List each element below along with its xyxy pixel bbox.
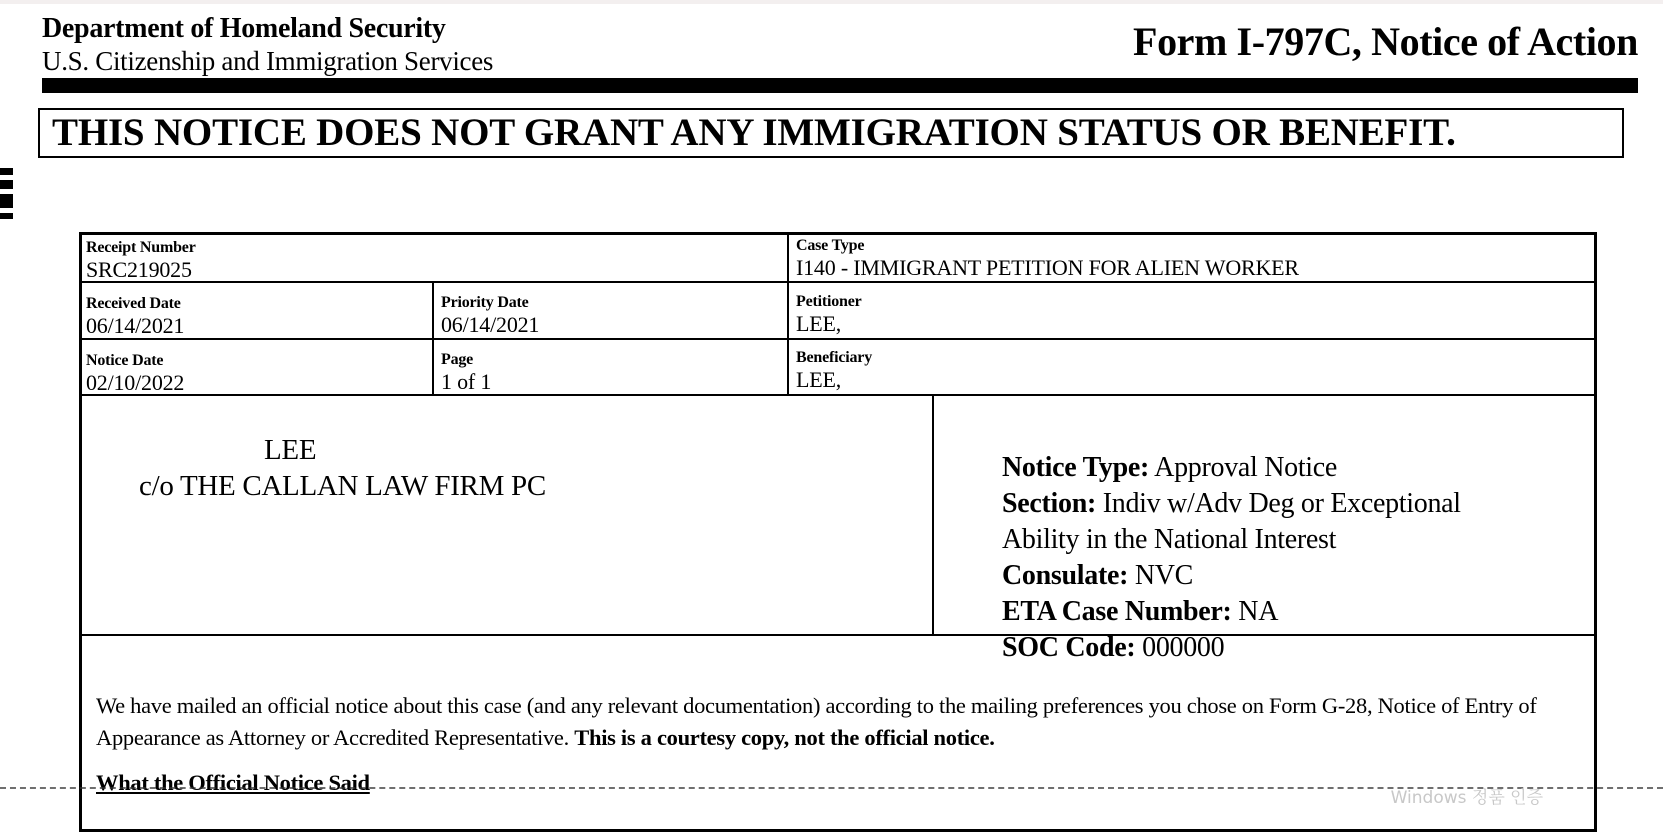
mailed-notice-paragraph: [96, 690, 1576, 754]
scan-margin-mark: [0, 168, 15, 224]
priority-date-field: [441, 294, 539, 338]
page-field: [441, 351, 491, 395]
eta-row: [1002, 594, 1461, 630]
header-rule: [42, 78, 1638, 93]
grid-divider: [82, 394, 1594, 396]
beneficiary-label: Beneficiary: [796, 349, 872, 366]
page-value: 1 of 1: [441, 369, 492, 394]
mailed-text: We have mailed an official notice about this case (and any relevant documentation) according to the mailing preferences you chose on Form G-28, Notice of Entry of Appearance as Attorney or Accredited Representative.: [96, 693, 1537, 750]
notice-type-value: Approval Notice: [1154, 452, 1338, 483]
beneficiary-value: LEE,: [796, 367, 842, 392]
windows-activation-watermark: Windows 정품 인증: [1390, 788, 1543, 808]
grid-divider: [932, 395, 934, 635]
page-label: Page: [441, 351, 474, 368]
petitioner-label: Petitioner: [796, 293, 862, 310]
eta-label: ETA Case Number:: [1002, 596, 1232, 627]
eta-value: NA: [1238, 596, 1279, 627]
soc-row: [1002, 630, 1461, 666]
case-type-label: Case Type: [796, 237, 865, 254]
priority-date-label: Priority Date: [441, 294, 529, 311]
consulate-value: NVC: [1134, 560, 1194, 591]
receipt-number-field: [86, 239, 196, 283]
petitioner-field: [796, 293, 862, 337]
agency-name: U.S. Citizenship and Immigration Services: [42, 46, 494, 76]
grid-divider: [82, 281, 1594, 283]
notice-info-block: [1002, 450, 1461, 666]
received-date-label: Received Date: [86, 295, 181, 312]
agency-header: [42, 12, 493, 78]
address-care-of: c/o THE CALLAN LAW FIRM PC: [139, 470, 546, 502]
courtesy-copy-text: This is a courtesy copy, not the official notice.: [574, 725, 995, 750]
grid-divider: [82, 338, 1594, 340]
receipt-number-value: SRC219025: [86, 257, 192, 282]
case-type-field: [796, 237, 1299, 281]
notice-date-field: [86, 352, 184, 396]
address-name: LEE: [264, 434, 317, 466]
soc-label: SOC Code:: [1002, 632, 1136, 663]
scan-top-strip: [0, 0, 1663, 4]
section-value-line2: Ability in the National Interest: [1002, 524, 1337, 555]
section-value-line1: Indiv w/Adv Deg or Exceptional: [1102, 488, 1461, 519]
notice-date-label: Notice Date: [86, 352, 164, 369]
receipt-number-label: Receipt Number: [86, 239, 196, 256]
received-date-field: [86, 295, 184, 339]
beneficiary-field: [796, 349, 872, 393]
soc-value: 000000: [1142, 632, 1225, 663]
petitioner-value: LEE,: [796, 311, 842, 336]
warning-banner: THIS NOTICE DOES NOT GRANT ANY IMMIGRATION STATUS OR BENEFIT.: [38, 108, 1624, 158]
what-notice-said-heading: What the Official Notice Said: [96, 770, 370, 795]
section-row: [1002, 486, 1461, 522]
notice-type-row: [1002, 450, 1461, 486]
form-title: Form I-797C, Notice of Action: [1133, 19, 1638, 64]
case-type-value: I140 - IMMIGRANT PETITION FOR ALIEN WORKER: [796, 255, 1299, 280]
notice-date-value: 02/10/2022: [86, 370, 185, 395]
priority-date-value: 06/14/2021: [441, 312, 540, 337]
consulate-label: Consulate:: [1002, 560, 1129, 591]
section-label: Section:: [1002, 488, 1097, 519]
notice-form-table: [79, 232, 1597, 832]
department-name: Department of Homeland Security: [42, 13, 446, 44]
consulate-row: [1002, 558, 1461, 594]
received-date-value: 06/14/2021: [86, 313, 185, 338]
grid-divider: [787, 235, 789, 395]
notice-type-label: Notice Type:: [1002, 452, 1149, 483]
